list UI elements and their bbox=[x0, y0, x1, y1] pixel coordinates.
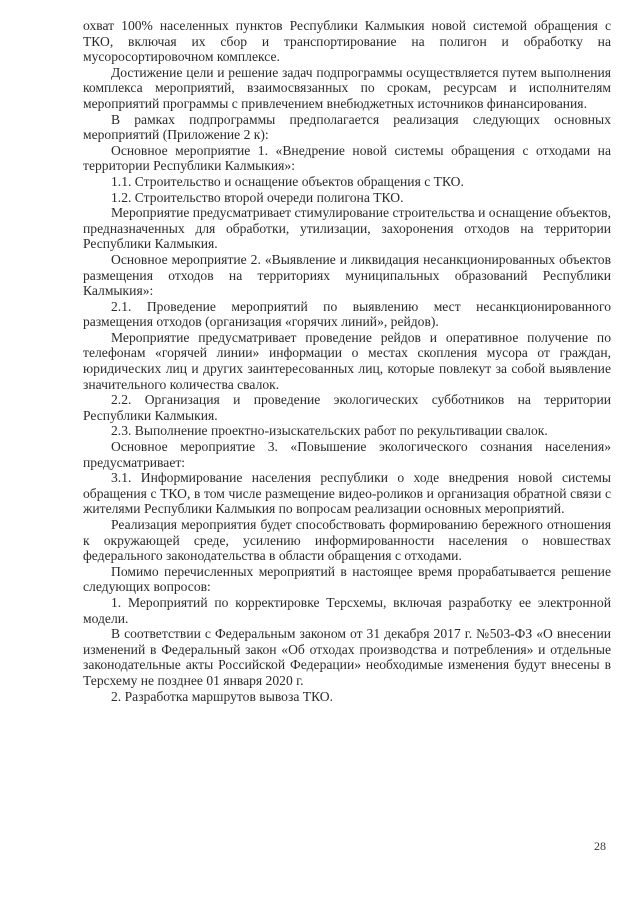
paragraph-11: 2.2. Организация и проведение экологических субботников на территории Республики Калмыкия. bbox=[83, 392, 611, 423]
paragraph-16: Помимо перечисленных мероприятий в настоящее время прорабатывается решение следующих вопросов: bbox=[83, 563, 611, 595]
paragraph-4: Основное мероприятие 1. «Внедрение новой системы обращения с отходами на территории Республики Калмыкия»: bbox=[83, 142, 611, 174]
paragraph-15: Реализация мероприятия будет способствовать формированию бережного отношения к окружающей среде, усилению информированности населения о новшествах федерального законодательства в области обращения с отходами. bbox=[83, 517, 611, 564]
document-body bbox=[83, 18, 611, 704]
paragraph-7: Мероприятие предусматривает стимулирование строительства и оснащение объектов, предназначенных для обработки, утилизации, захоронения отходов на территории Республики Калмыкия. bbox=[83, 205, 611, 252]
paragraph-6: 1.2. Строительство второй очереди полигона ТКО. bbox=[111, 189, 404, 205]
paragraph-5: 1.1. Строительство и оснащение объектов обращения с ТКО. bbox=[111, 173, 464, 189]
paragraph-10: Мероприятие предусматривает проведение рейдов и оперативное получение по телефонам «горячей линии» информации о местах скопления мусора от граждан, юридических лиц и других заинтересованных лиц, которые повлекут за собой выявление значительного количества свалок. bbox=[83, 329, 611, 392]
paragraph-9: 2.1. Проведение мероприятий по выявлению мест несанкционированного размещения отходов (организация «горячих линий», рейдов). bbox=[83, 298, 611, 330]
paragraph-14: 3.1. Информирование населения республики о ходе внедрения новой системы обращения с ТКО, в том числе размещение видео-роликов и организация обратной связи с жителями Республики Калмыкия по вопросам реализации основных мероприятий. bbox=[83, 470, 611, 517]
paragraph-13: Основное мероприятие 3. «Повышение экологического сознания населения» предусматривает: bbox=[83, 439, 611, 470]
paragraph-12: 2.3. Выполнение проектно-изыскательских работ по рекультивации свалок. bbox=[111, 423, 548, 439]
page-number: 28 bbox=[594, 839, 606, 853]
paragraph-17: 1. Мероприятий по корректировке Терсхемы, включая разработку ее электронной модели. bbox=[83, 594, 611, 626]
paragraph-1: охват 100% населенных пунктов Республики Калмыкия новой системой обращения с ТКО, включая их сбор и транспортирование на полигон и обработку на мусоросортировочном комплексе. bbox=[83, 18, 611, 65]
paragraph-8: Основное мероприятие 2. «Выявление и ликвидация несанкционированных объектов размещения отходов на территориях муниципальных образований Республики Калмыкия»: bbox=[83, 251, 611, 299]
paragraph-19: 2. Разработка маршрутов вывоза ТКО. bbox=[111, 688, 334, 704]
paragraph-2: Достижение цели и решение задач подпрограммы осуществляется путем выполнения комплекса мероприятий, взаимосвязанных по срокам, ресурсам и исполнителям мероприятий программы с привлечением внебюджетных источников финансирования. bbox=[83, 64, 611, 111]
paragraph-3: В рамках подпрограммы предполагается реализация следующих основных мероприятий (Приложение 2 к): bbox=[83, 111, 611, 143]
paragraph-18: В соответствии с Федеральным законом от 31 декабря 2017 г. №503-ФЗ «О внесении изменений в Федеральный закон «Об отходах производства и потребления» и отдельные законодательные акты Российской Федерации» необходимые изменения будут внесены в Терсхему не позднее 01 января 2020 г. bbox=[83, 626, 611, 688]
